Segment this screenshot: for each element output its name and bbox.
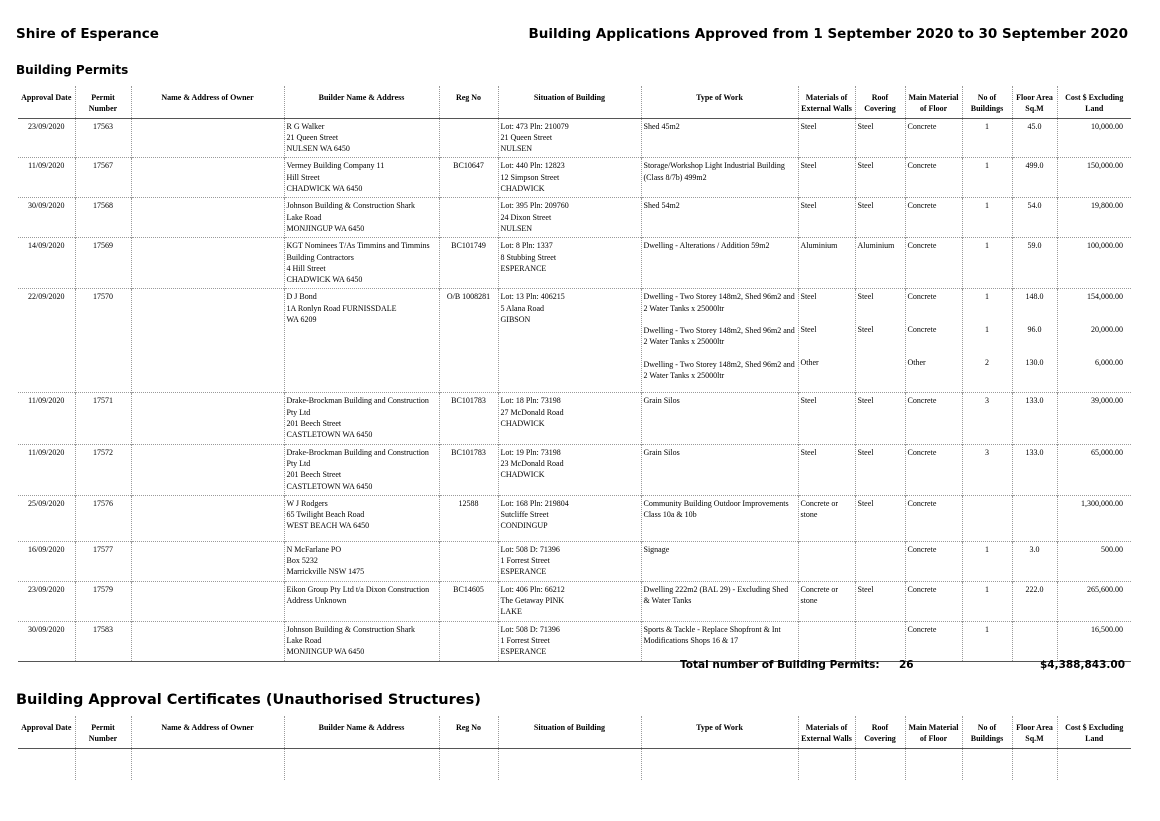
total-permits-label: Total number of Building Permits: [680, 659, 880, 671]
cell-permit-number: 17569 [75, 238, 131, 289]
cell-no-of-buildings: 3 [962, 393, 1012, 444]
cell-cost: 39,000.00 [1057, 393, 1131, 444]
cell-owner [131, 289, 284, 393]
cell-floor-material: Concrete [905, 158, 962, 198]
cell-type-of-work: Storage/Workshop Light Industrial Building (Class 8/7b) 499m2 [641, 158, 798, 198]
table-row [18, 541, 1131, 581]
column-header-floor-material: Main Material of Floor [905, 86, 962, 118]
cell-floor-area: 148.0 96.0 130.0 [1012, 289, 1057, 393]
cell-owner [131, 158, 284, 198]
cell-roof-covering: Steel Steel [855, 289, 905, 393]
cell-roof-covering [855, 541, 905, 581]
cell-owner [131, 238, 284, 289]
cell-no-of-buildings: 1 [962, 118, 1012, 158]
cell-permit-number: 17567 [75, 158, 131, 198]
cell-roof-covering: Aluminium [855, 238, 905, 289]
report-title: Building Applications Approved from 1 September 2020 to 30 September 2020 [528, 26, 1128, 42]
cell-floor-material: Concrete [905, 541, 962, 581]
cell-approval-date: 14/09/2020 [18, 238, 75, 289]
cell-situation: Lot: 168 Pln: 219804 Sutcliffe Street CONDINGUP [498, 495, 641, 541]
cell-owner [131, 541, 284, 581]
permits-header-row [18, 86, 1131, 118]
cell-situation: Lot: 8 Pln: 1337 8 Stubbing Street ESPERANCE [498, 238, 641, 289]
cell-situation: Lot: 473 Pln: 210079 21 Queen Street NULSEN [498, 118, 641, 158]
cell-type-of-work: Sports & Tackle - Replace Shopfront & Int Modifications Shops 16 & 17 [641, 621, 798, 661]
cell-reg-no: BC101749 [439, 238, 498, 289]
cell-cost: 100,000.00 [1057, 238, 1131, 289]
cell-permit-number: 17583 [75, 621, 131, 661]
cell-floor-material: Concrete Concrete Other [905, 289, 962, 393]
cell-floor-material: Concrete [905, 198, 962, 238]
cell-roof-covering: Steel [855, 198, 905, 238]
cell-cost: 10,000.00 [1057, 118, 1131, 158]
cell-permit-number: 17571 [75, 393, 131, 444]
cell-type-of-work: Grain Silos [641, 393, 798, 444]
cell-approval-date: 16/09/2020 [18, 541, 75, 581]
total-cost: $4,388,843.00 [1039, 659, 1125, 671]
cell-type-of-work: Community Building Outdoor Improvements Class 10a & 10b [641, 495, 798, 541]
cell-no-of-buildings: 1 [962, 581, 1012, 621]
column-header-cost: Cost $ Excluding Land [1057, 86, 1131, 118]
approval-certificates-table [18, 716, 1131, 780]
column-header-no-of-buildings: No of Buildings [962, 716, 1012, 748]
cell-approval-date: 23/09/2020 [18, 581, 75, 621]
table-row [18, 289, 1131, 393]
cell-permit-number: 17577 [75, 541, 131, 581]
cell-builder: Eikon Group Pty Ltd t/a Dixon Construction Address Unknown [284, 581, 439, 621]
cell-external-walls: Concrete or stone [798, 581, 855, 621]
cell-type-of-work: Shed 54m2 [641, 198, 798, 238]
column-header-situation: Situation of Building [498, 716, 641, 748]
cell-permit-number: 17579 [75, 581, 131, 621]
cell-reg-no [439, 118, 498, 158]
cell-cost: 154,000.00 20,000.00 6,000.00 [1057, 289, 1131, 393]
cell-floor-area [1012, 495, 1057, 541]
column-header-external-walls: Materials of External Walls [798, 716, 855, 748]
cell-builder: Vermey Building Company 11 Hill Street CHADWICK WA 6450 [284, 158, 439, 198]
cell-external-walls: Aluminium [798, 238, 855, 289]
column-header-reg-no: Reg No [439, 86, 498, 118]
cell-floor-area: 133.0 [1012, 393, 1057, 444]
cell-situation: Lot: 395 Pln: 209760 24 Dixon Street NULSEN [498, 198, 641, 238]
cell-no-of-buildings: 3 [962, 444, 1012, 495]
cell-situation: Lot: 440 Pln: 12823 12 Simpson Street CHADWICK [498, 158, 641, 198]
cell-type-of-work: Dwelling 222m2 (BAL 29) - Excluding Shed & Water Tanks [641, 581, 798, 621]
cell-floor-area: 133.0 [1012, 444, 1057, 495]
cell-approval-date: 23/09/2020 [28, 121, 65, 131]
cell-approval-date: 22/09/2020 [18, 289, 75, 393]
cell-no-of-buildings: 1 [962, 238, 1012, 289]
cell-floor-material: Concrete [905, 118, 962, 158]
cell-builder: R G Walker 21 Queen Street NULSEN WA 6450 [284, 118, 439, 158]
cell-situation: Lot: 19 Pln: 73198 23 McDonald Road CHADWICK [498, 444, 641, 495]
cell-floor-material: Concrete [905, 581, 962, 621]
cell-floor-material: Concrete [905, 444, 962, 495]
cell-reg-no: BC101783 [439, 393, 498, 444]
table-row [18, 198, 1131, 238]
cell-no-of-buildings: 1 [962, 621, 1012, 661]
cell-roof-covering: Steel [855, 581, 905, 621]
cell-cost: 265,600.00 [1057, 581, 1131, 621]
cell-situation: Lot: 13 Pln: 406215 5 Alana Road GIBSON [498, 289, 641, 393]
cell-approval-date: 11/09/2020 [18, 158, 75, 198]
column-header-builder: Builder Name & Address [284, 86, 439, 118]
column-header-reg-no: Reg No [439, 716, 498, 748]
cell-owner [131, 118, 284, 158]
cell-floor-area: 499.0 [1012, 158, 1057, 198]
cell-floor-area: 45.0 [1012, 118, 1057, 158]
cell-floor-material: Concrete [905, 495, 962, 541]
cell-owner [131, 581, 284, 621]
cell-floor-material: Concrete [905, 621, 962, 661]
cell-no-of-buildings: 1 [962, 198, 1012, 238]
certificates-header-row [18, 716, 1131, 748]
cell-approval-date: 25/09/2020 [18, 495, 75, 541]
table-row [18, 444, 1131, 495]
cell-no-of-buildings: 1 [962, 158, 1012, 198]
building-permits-table [18, 86, 1131, 662]
cell-external-walls: Steel Steel Other [798, 289, 855, 393]
cell-cost: 500.00 [1057, 541, 1131, 581]
column-header-builder: Builder Name & Address [284, 716, 439, 748]
column-header-permit-number: Permit Number [75, 716, 131, 748]
cell-cost: 1,300,000.00 [1057, 495, 1131, 541]
cell-floor-material: Concrete [905, 238, 962, 289]
cell-cost: 16,500.00 [1057, 621, 1131, 661]
cell-type-of-work: Dwelling - Two Storey 148m2, Shed 96m2 and 2 Water Tanks x 25000ltr Dwelling - Two Storey 148m2, Shed 96m2 and 2 Water Tanks x 25000ltr Dwelling - Two Storey 148m2, Shed 96m2 and 2 Water Tanks x 25000ltr [641, 289, 798, 393]
cell-permit-number: 17572 [75, 444, 131, 495]
cell-roof-covering [855, 621, 905, 661]
cell-builder: KGT Nominees T/As Timmins and Timmins Building Contractors 4 Hill Street CHADWICK WA 6450 [284, 238, 439, 289]
cell-approval-date: 11/09/2020 [18, 393, 75, 444]
cell-external-walls [798, 621, 855, 661]
cell-reg-no: BC101783 [439, 444, 498, 495]
cell-builder: W J Rodgers 65 Twilight Beach Road WEST BEACH WA 6450 [284, 495, 439, 541]
column-header-permit-number: Permit Number [75, 86, 131, 118]
cell-permit-number: 17568 [75, 198, 131, 238]
cell-situation: Lot: 508 D: 71396 1 Forrest Street ESPERANCE [498, 621, 641, 661]
certificates-empty-row [18, 748, 1131, 780]
cell-reg-no: BC10647 [439, 158, 498, 198]
column-header-owner: Name & Address of Owner [131, 86, 284, 118]
table-row [18, 581, 1131, 621]
cell-reg-no [439, 541, 498, 581]
cell-roof-covering: Steel [855, 158, 905, 198]
cell-no-of-buildings: 1 [962, 541, 1012, 581]
cell-type-of-work: Shed 45m2 [641, 118, 798, 158]
cell-owner [131, 495, 284, 541]
total-permits-count: 26 [899, 659, 914, 671]
cell-builder: Drake-Brockman Building and Construction Pty Ltd 201 Beech Street CASTLETOWN WA 6450 [284, 444, 439, 495]
cell-approval-date: 30/09/2020 [18, 198, 75, 238]
cell-external-walls: Concrete or stone [798, 495, 855, 541]
cell-roof-covering: Steel [855, 393, 905, 444]
cell-floor-material: Concrete [905, 393, 962, 444]
cell-roof-covering: Steel [855, 118, 905, 158]
column-header-no-of-buildings: No of Buildings [962, 86, 1012, 118]
cell-external-walls: Steel [798, 158, 855, 198]
cell-roof-covering: Steel [855, 495, 905, 541]
column-header-cost: Cost $ Excluding Land [1057, 716, 1131, 748]
cell-no-of-buildings [962, 495, 1012, 541]
column-header-owner: Name & Address of Owner [131, 716, 284, 748]
table-row [18, 158, 1131, 198]
cell-floor-area: 59.0 [1012, 238, 1057, 289]
cell-permit-number: 17570 [75, 289, 131, 393]
cell-situation: Lot: 18 Pln: 73198 27 McDonald Road CHADWICK [498, 393, 641, 444]
cell-cost: 65,000.00 [1057, 444, 1131, 495]
cell-approval-date: 11/09/2020 [18, 444, 75, 495]
column-header-type-of-work: Type of Work [641, 716, 798, 748]
cell-floor-area [1012, 621, 1057, 661]
cell-permit-number: 17563 [75, 118, 131, 158]
cell-floor-area: 3.0 [1012, 541, 1057, 581]
cell-builder: Johnson Building & Construction Shark Lake Road MONJINGUP WA 6450 [284, 198, 439, 238]
column-header-floor-area: Floor Area Sq.M [1012, 716, 1057, 748]
table-row [18, 621, 1131, 661]
cell-builder: Johnson Building & Construction Shark Lake Road MONJINGUP WA 6450 [284, 621, 439, 661]
cell-approval-date: 30/09/2020 [18, 621, 75, 661]
cell-external-walls: Steel [798, 118, 855, 158]
table-row [18, 118, 1131, 158]
cell-external-walls [798, 541, 855, 581]
cell-builder: Drake-Brockman Building and Construction Pty Ltd 201 Beech Street CASTLETOWN WA 6450 [284, 393, 439, 444]
column-header-roof-covering: Roof Covering [855, 86, 905, 118]
column-header-approval-date: Approval Date [18, 716, 75, 748]
column-header-situation: Situation of Building [498, 86, 641, 118]
cell-roof-covering: Steel [855, 444, 905, 495]
cell-reg-no [439, 198, 498, 238]
cell-cost: 150,000.00 [1057, 158, 1131, 198]
cell-type-of-work: Grain Silos [641, 444, 798, 495]
table-row [18, 238, 1131, 289]
cell-external-walls: Steel [798, 393, 855, 444]
column-header-type-of-work: Type of Work [641, 86, 798, 118]
column-header-approval-date: Approval Date [18, 86, 75, 118]
cell-owner [131, 393, 284, 444]
organisation-name: Shire of Esperance [16, 26, 159, 42]
table-row [18, 495, 1131, 541]
cell-floor-area: 222.0 [1012, 581, 1057, 621]
building-permits-heading: Building Permits [16, 63, 129, 77]
cell-external-walls: Steel [798, 444, 855, 495]
cell-reg-no: 12588 [439, 495, 498, 541]
column-header-floor-area: Floor Area Sq.M [1012, 86, 1057, 118]
cell-reg-no: O/B 1008281 [439, 289, 498, 393]
table-row [18, 393, 1131, 444]
cell-reg-no: BC14605 [439, 581, 498, 621]
cell-type-of-work: Dwelling - Alterations / Addition 59m2 [641, 238, 798, 289]
column-header-floor-material: Main Material of Floor [905, 716, 962, 748]
cell-situation: Lot: 406 Pln: 66212 The Getaway PINK LAKE [498, 581, 641, 621]
cell-owner [131, 444, 284, 495]
column-header-external-walls: Materials of External Walls [798, 86, 855, 118]
cell-external-walls: Steel [798, 198, 855, 238]
cell-no-of-buildings: 1 1 2 [962, 289, 1012, 393]
cell-permit-number: 17576 [75, 495, 131, 541]
cell-owner [131, 621, 284, 661]
cell-type-of-work: Signage [641, 541, 798, 581]
cell-owner [131, 198, 284, 238]
cell-cost: 19,800.00 [1057, 198, 1131, 238]
cell-reg-no [439, 621, 498, 661]
column-header-roof-covering: Roof Covering [855, 716, 905, 748]
cell-floor-area: 54.0 [1012, 198, 1057, 238]
approval-certificates-heading: Building Approval Certificates (Unauthorised Structures) [16, 692, 481, 708]
cell-builder: D J Bond 1A Ronlyn Road FURNISSDALE WA 6209 [284, 289, 439, 393]
cell-builder: N McFarlane PO Box 5232 Marrickville NSW 1475 [284, 541, 439, 581]
cell-situation: Lot: 508 D: 71396 1 Forrest Street ESPERANCE [498, 541, 641, 581]
